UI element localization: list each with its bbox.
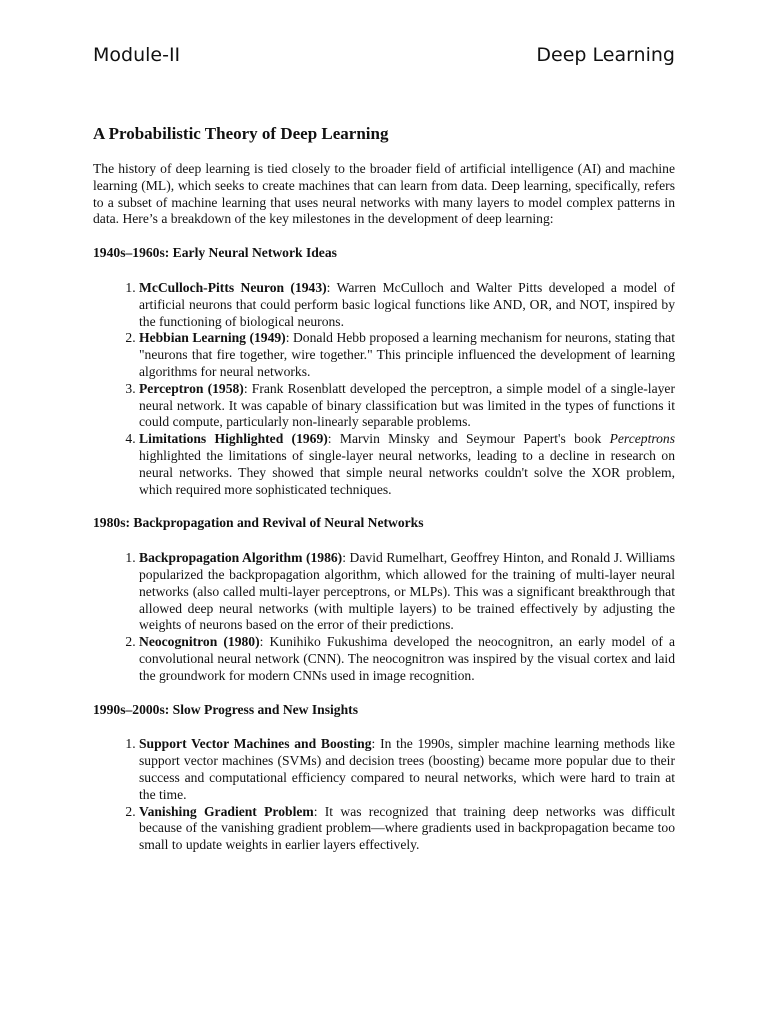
document-title: A Probabilistic Theory of Deep Learning [93, 124, 389, 143]
milestone-term: Neocognitron (1980) [139, 634, 260, 650]
milestone-term: Vanishing Gradient Problem [139, 803, 314, 819]
page-header [93, 44, 675, 66]
milestone-text: : Donald Hebb proposed a learning mechanism for neurons, stating that "neurons that fire together, wire together." This principle influenced the development of learning algorithms for neural networks. [139, 330, 675, 379]
list-item [139, 634, 675, 684]
list-item [139, 330, 675, 380]
section-heading-1990s: 1990s–2000s: Slow Progress and New Insights [93, 701, 358, 717]
milestone-text: : David Rumelhart, Geoffrey Hinton, and Ronald J. Williams popularized the backpropagation algorithm, which allowed for the training of multi-layer neural networks (also called multi-layer perceptrons, or MLPs). This was a significant breakthrough that allowed deep neural networks (with multiple layers) to be trained effectively by adjusting the weights of neurons based on the error of their predictions. [139, 550, 675, 633]
list-item [139, 804, 675, 854]
list-item [139, 431, 675, 498]
header-module: Module-II [93, 44, 181, 66]
milestone-term: Support Vector Machines and Boosting [139, 736, 372, 752]
milestone-text: : Frank Rosenblatt developed the perceptron, a simple model of a single-layer neural network. It was capable of binary classification but was limited in the types of functions it could compute, particularly non-linearly separable problems. [139, 380, 675, 430]
section-heading-1940s: 1940s–1960s: Early Neural Network Ideas [93, 245, 337, 261]
list-item [139, 736, 675, 803]
milestone-term: McCulloch-Pitts Neuron (1943) [139, 279, 327, 295]
milestone-text: : Warren McCulloch and Walter Pitts developed a model of artificial neurons that could perform basic logical functions like AND, OR, and NOT, inspired by the functioning of biological neurons. [139, 279, 675, 329]
list-item [139, 550, 675, 634]
milestone-text: : Marvin Minsky and Seymour Papert's book [327, 431, 610, 447]
list-item [139, 381, 675, 431]
milestone-term: Backpropagation Algorithm (1986) [139, 550, 343, 566]
milestone-text-after: highlighted the limitations of single-layer neural networks, leading to a decline in research on neural networks. They showed that simple neural networks couldn't solve the XOR problem, which required more sophisticated techniques. [139, 447, 675, 497]
milestone-list-1980s [93, 550, 675, 684]
milestone-text: : It was recognized that training deep networks was difficult because of the vanishing gradient problem—where gradients used in backpropagation became too small to update weights in earlier layers effectively. [139, 803, 675, 853]
milestone-list-1940s [93, 280, 675, 498]
document-body [93, 124, 675, 871]
milestone-term: Perceptron (1958) [139, 380, 244, 396]
intro-paragraph: The history of deep learning is tied closely to the broader field of artificial intelligence (AI) and machine learning (ML), which seeks to create machines that can learn from data. Deep learning, specifically, refers to a subset of machine learning that uses neural networks with many layers to model complex patterns in data. Here’s a breakdown of the key milestones in the development of deep learning: [93, 161, 675, 227]
milestone-text: : Kunihiko Fukushima developed the neocognitron, an early model of a convolutional neural network (CNN). The neocognitron was inspired by the visual cortex and laid the groundwork for modern CNNs used in image recognition. [139, 634, 675, 683]
section-heading-1980s: 1980s: Backpropagation and Revival of Neural Networks [93, 515, 424, 531]
milestone-text: : In the 1990s, simpler machine learning methods like support vector machines (SVMs) and decision trees (boosting) became more popular due to their success and computational efficiency compared to neural networks, which were hard to train at the time. [139, 736, 675, 802]
list-item [139, 280, 675, 330]
milestone-list-1990s [93, 736, 675, 854]
milestone-term: Limitations Highlighted (1969) [139, 431, 328, 447]
milestone-term: Hebbian Learning (1949) [139, 330, 286, 346]
header-subject: Deep Learning [536, 44, 675, 66]
book-title: Perceptrons [609, 431, 676, 447]
